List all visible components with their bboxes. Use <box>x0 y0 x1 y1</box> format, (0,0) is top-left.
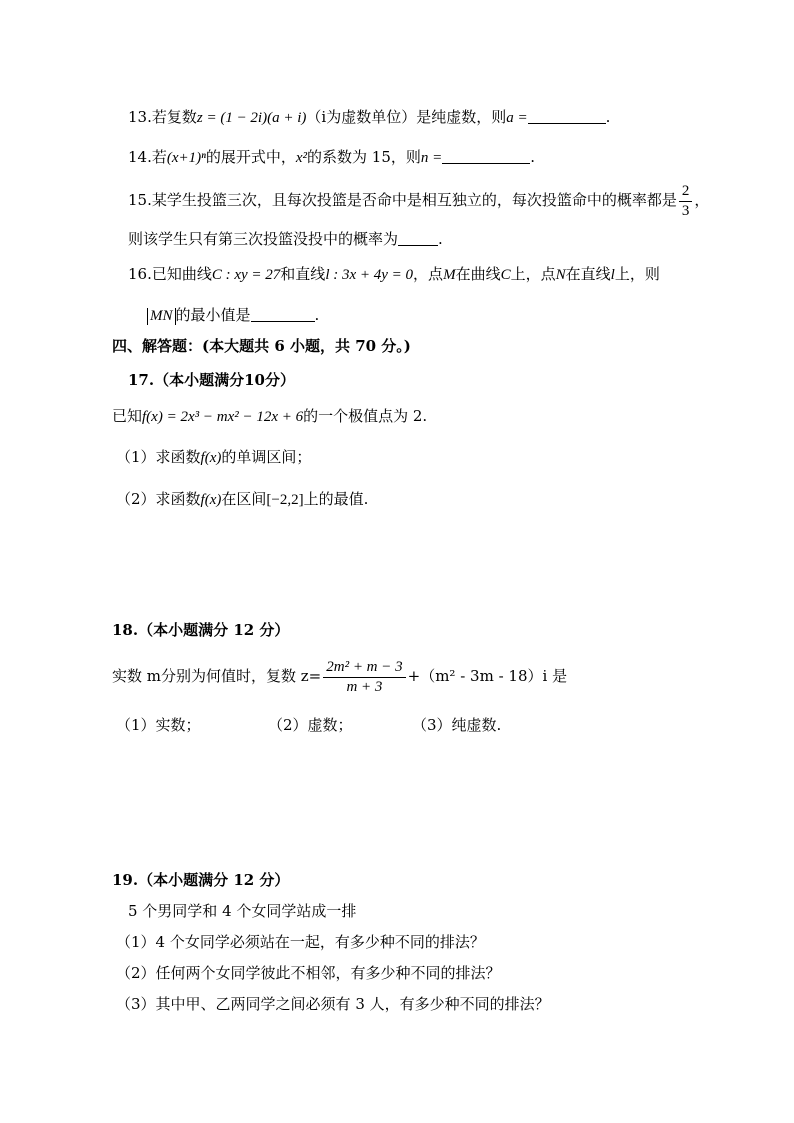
q17-p2-interval: [−2,2] <box>266 492 304 508</box>
q15-text: 15.某学生投篮三次，且每次投篮是否命中是相互独立的，每次投篮命中的概率都是 <box>128 191 677 209</box>
q17-p2-post: 上的最值. <box>303 490 369 508</box>
q15-end: . <box>438 230 443 248</box>
q17-stem-post: 的一个极值点为 2. <box>303 407 428 425</box>
q17-header: 17.（本小题满分10分） <box>128 371 295 389</box>
q14-text-2: 的系数为 15，则 <box>307 148 421 166</box>
q17-part-2 <box>116 489 368 510</box>
q18-stem-pre: 实数 m分别为何值时，复数 z= <box>112 667 322 685</box>
q18-option-2: （2）虚数； <box>268 716 353 734</box>
question-16-line-2 <box>147 305 319 325</box>
q16-answer-blank[interactable] <box>251 307 315 322</box>
question-13 <box>128 107 610 128</box>
q16-abs-expression: MN <box>147 308 176 325</box>
q15-fraction-denominator: 3 <box>681 202 690 219</box>
q16-text-6: 上，则 <box>614 265 660 283</box>
q13-answer-variable: a = <box>506 110 528 126</box>
q15-fraction-numerator: 2 <box>679 182 693 202</box>
q13-answer-blank[interactable] <box>528 109 606 124</box>
q13-label: 13.若复数 <box>128 108 197 126</box>
q19-header: 19.（本小题满分 12 分） <box>112 871 290 889</box>
section-4-title: 四、解答题：(本大题共 6 小题，共 70 分。) <box>112 337 411 355</box>
q16-line-l: l <box>610 267 615 283</box>
q19-part-1: （1）4 个女同学必须站在一起，有多少种不同的排法？ <box>116 933 485 951</box>
q17-part-1 <box>116 447 311 468</box>
q14-answer-blank[interactable] <box>442 149 530 164</box>
q17-p1-function: f(x) <box>200 450 222 466</box>
q13-expression: z = (1 − 2i)(a + i) <box>196 110 307 126</box>
q14-end: . <box>530 148 536 166</box>
q14-label: 14.若 <box>128 148 167 166</box>
q16-curve: C : xy = 27 <box>211 267 281 283</box>
q14-term: x² <box>295 150 308 166</box>
q18-fraction-denominator: m + 3 <box>346 678 383 695</box>
q19-part-2: （2）任何两个女同学彼此不相邻，有多少种不同的排法？ <box>116 964 501 982</box>
q15-text-2: 则该学生只有第三次投篮没投中的概率为 <box>128 230 399 248</box>
q13-end: . <box>605 108 611 126</box>
q16-end: . <box>314 306 320 324</box>
q18-stem-post: +（m² - 3m - 18）i 是 <box>407 667 568 685</box>
q13-text: （i为虚数单位）是纯虚数，则 <box>306 108 507 126</box>
q15-line1-end: ， <box>694 191 710 209</box>
q18-option-3: （3）纯虚数. <box>412 716 502 734</box>
q16-text-5: 在直线 <box>565 265 611 283</box>
q16-point-n: N <box>555 267 566 283</box>
q16-text-4: 上，点 <box>510 265 556 283</box>
q19-stem: 5 个男同学和 4 个女同学站成一排 <box>128 902 357 920</box>
q17-p2-mid: 在区间 <box>221 490 267 508</box>
q16-text-1: 和直线 <box>280 265 326 283</box>
question-15-line-1 <box>128 181 709 221</box>
q17-stem <box>112 406 427 427</box>
q16-text-3: 在曲线 <box>455 265 501 283</box>
q17-function: f(x) = 2x³ − mx² − 12x + 6 <box>142 409 304 425</box>
question-14 <box>128 147 535 168</box>
q18-fraction-numerator: 2m² + m − 3 <box>323 658 405 678</box>
q16-curve-c: C <box>500 267 511 283</box>
q15-answer-blank[interactable] <box>398 231 438 246</box>
q16-text-2: ，点 <box>413 265 444 283</box>
q18-header: 18.（本小题满分 12 分） <box>112 621 290 639</box>
question-16-line-1 <box>128 264 660 285</box>
q17-p1-post: 的单调区间； <box>221 448 312 466</box>
q17-stem-pre: 已知 <box>112 407 143 425</box>
q19-part-3: （3）其中甲、乙两同学之间必须有 3 人，有多少种不同的排法？ <box>116 995 550 1013</box>
q17-p2-pre: （2）求函数 <box>116 490 201 508</box>
q14-expression: (x+1)ⁿ <box>166 150 206 166</box>
q18-stem <box>112 656 567 697</box>
q16-point-m: M <box>443 267 456 283</box>
q18-option-1: （1）实数； <box>116 716 201 734</box>
q17-p1-pre: （1）求函数 <box>116 448 201 466</box>
q14-text-1: 的展开式中， <box>205 148 296 166</box>
q17-p2-function: f(x) <box>200 492 222 508</box>
question-15-line-2 <box>128 229 443 249</box>
q18-fraction <box>323 658 405 697</box>
q16-line: l : 3x + 4y = 0 <box>325 267 414 283</box>
q16-text-7: 的最小值是 <box>175 306 251 324</box>
q14-answer-variable: n = <box>420 150 443 166</box>
q15-fraction <box>679 182 693 221</box>
q16-label: 16.已知曲线 <box>128 265 212 283</box>
